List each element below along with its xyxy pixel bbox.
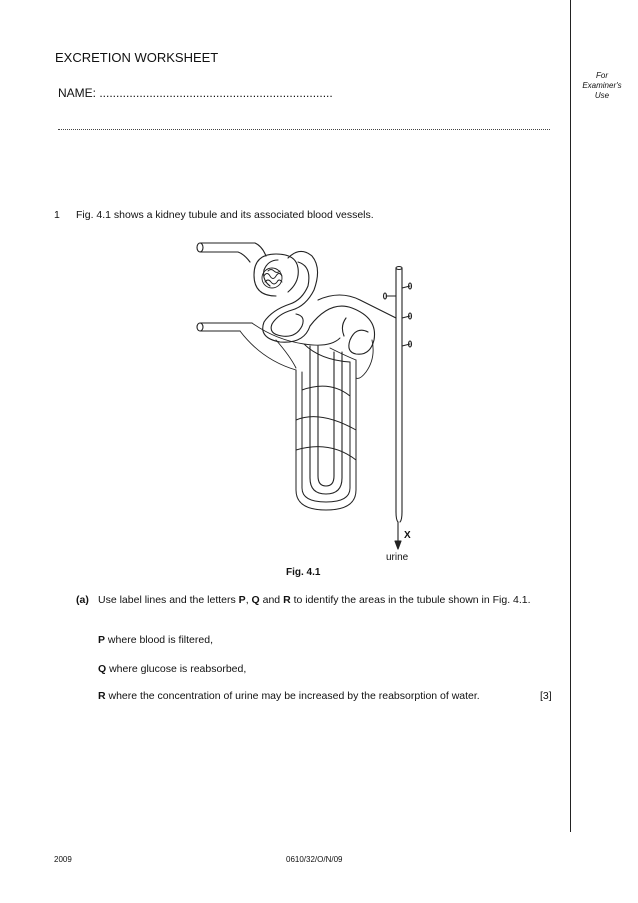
name-field[interactable]: NAME: ...................................................................... [58,86,333,100]
instruction-text-post: to identify the areas in the tubule shown in Fig. 4.1. [290,594,531,606]
footer-year: 2009 [54,855,72,864]
item-r-text: where the concentration of urine may be increased by the reabsorption of water. [105,690,480,702]
instruction-text-pre: Use label lines and the letters [98,594,239,606]
collecting-duct [384,267,412,523]
item-r-letter: R [98,690,106,702]
item-q [98,663,246,676]
letter-p: P [238,594,246,606]
glomerulus [262,268,282,288]
part-a-instruction [98,594,556,607]
worksheet-title: EXCRETION WORKSHEET [55,50,219,65]
label-urine: urine [386,552,409,562]
capillary-network [240,323,373,378]
part-a-label: (a) [76,594,89,606]
examiner-line-2: Examiner's [582,81,622,90]
examiner-line-1: For [596,71,608,80]
question-stem: Fig. 4.1 shows a kidney tubule and its associated blood vessels. [76,209,374,221]
item-p-text: where blood is filtered, [105,634,213,646]
urine-arrowhead [395,541,401,549]
distal-convoluted-tubule [318,295,396,336]
afferent-arteriole [200,243,266,262]
proximal-convoluted-tubule [263,251,318,342]
kidney-tubule-diagram [185,232,425,562]
item-p [98,634,213,647]
question-number: 1 [54,209,60,221]
arteriole-end-top [197,243,203,252]
loop-of-henle [310,346,342,494]
efferent-arteriole [200,323,252,331]
item-q-letter: Q [98,663,107,675]
examiner-margin-rule [570,0,571,832]
letter-r: R [283,594,291,606]
arteriole-end-lower [197,323,203,331]
answer-line [58,129,550,130]
marks-indicator: [3] [540,690,552,702]
footer-paper-code: 0610/32/O/N/09 [286,855,343,864]
instruction-sep-2: and [259,594,284,606]
vasa-recta [296,360,356,510]
item-r [98,690,480,703]
item-q-text: where glucose is reabsorbed, [106,663,247,675]
examiner-use-label [571,71,633,101]
letter-q: Q [251,594,260,606]
item-p-letter: P [98,634,106,646]
examiner-line-3: Use [594,91,610,100]
label-x: X [404,530,411,541]
figure-caption: Fig. 4.1 [286,567,321,578]
instruction-sep-1: , [245,594,252,606]
